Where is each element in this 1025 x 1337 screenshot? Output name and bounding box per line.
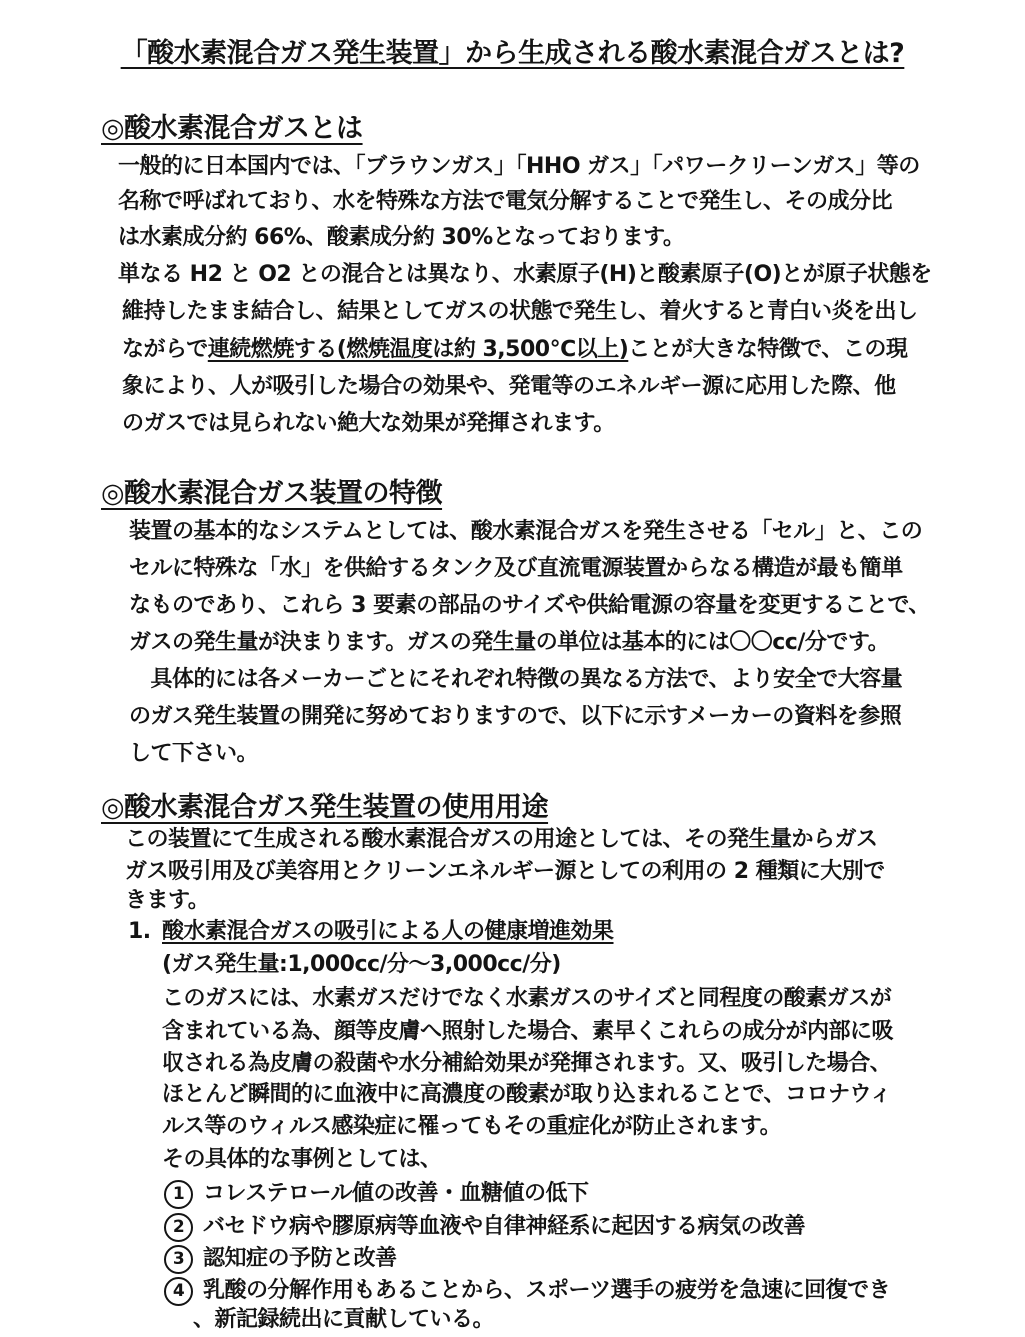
example-text: バセドウ病や膠原病等血液や自律神経系に起因する病気の改善 [203,1214,806,1239]
paragraph-line: 具体的には各メーカーごとにそれぞれ特徴の異なる方法で、より安全で大容量 [129,667,903,692]
example-text: コレステロール値の改善・血糖値の低下 [203,1181,589,1206]
underlined-highlight: 連続燃焼する(燃焼温度は約 3,500℃以上) [207,337,629,362]
paragraph-line: ほとんど瞬間的に血液中に高濃度の酸素が取り込まれることで、コロナウィ [162,1082,892,1107]
section-heading-about-gas: ◎酸水素混合ガスとは [101,113,363,144]
circled-number: 2 [164,1213,193,1242]
paragraph-line: ルス等のウィルス感染症に罹ってもその重症化が防止されます。 [162,1114,782,1139]
example-continuation: 、新記録続出に貢献している。 [193,1307,495,1332]
paragraph-line: のガス発生装置の開発に努めておりますので、以下に示すメーカーの資料を参照 [129,704,902,729]
paragraph-line: 名称で呼ばれており、水を特殊な方法で電気分解することで発生し、その成分比 [118,189,893,214]
example-text: 認知症の予防と改善 [203,1246,397,1271]
paragraph-line: なものであり、これら 3 要素の部品のサイズや供給電源の容量を変更することで、 [129,593,930,618]
paragraph-line [122,333,907,367]
section-heading-usage: ◎酸水素混合ガス発生装置の使用用途 [101,792,549,823]
paragraph-line: きます。 [125,888,210,913]
paragraph-line: この装置にて生成される酸水素混合ガスの用途としては、その発生量からガス [125,827,878,852]
circled-number: 3 [164,1245,193,1274]
example-item [164,1177,588,1211]
example-item [164,1242,397,1276]
paragraph-line: このガスには、水素ガスだけでなく水素ガスのサイズと同程度の酸素ガスが [162,986,892,1011]
example-item [164,1210,805,1244]
paragraph-line: して下さい。 [129,741,259,766]
paragraph-line: 装置の基本的なシステムとしては、酸水素混合ガスを発生させる「セル」と、この [129,519,923,544]
paragraph-line: (ガス発生量:1,000cc/分～3,000cc/分) [162,952,561,977]
paragraph-line: 含まれている為、顔等皮膚へ照射した場合、素早くこれらの成分が内部に吸 [162,1019,894,1044]
circled-number: 4 [164,1277,193,1306]
paragraph-line: セルに特殊な「水」を供給するタンク及び直流電源装置からなる構造が最も簡単 [129,556,903,581]
paragraph-line: 維持したまま結合し、結果としてガスの状態で発生し、着火すると青白い炎を出し [122,299,918,324]
list-title-text: 酸水素混合ガスの吸引による人の健康増進効果 [162,919,614,944]
paragraph-line: ガス吸引用及び美容用とクリーンエネルギー源としての利用の 2 種類に大別で [125,859,885,884]
paragraph-line: その具体的な事例としては、 [162,1147,442,1172]
paragraph-line: 象により、人が吸引した場合の効果や、発電等のエネルギー源に応用した際、他 [122,374,896,399]
paragraph-line: ガスの発生量が決まります。ガスの発生量の単位は基本的には〇〇cc/分です。 [129,630,890,655]
list-item-title [128,915,614,949]
paragraph-line: は水素成分約 66%、酸素成分約 30%となっております。 [118,225,685,250]
example-text: 乳酸の分解作用もあることから、スポーツ選手の疲労を急速に回復でき [203,1278,891,1303]
circled-number: 1 [164,1180,193,1209]
text-run: ことが大きな特徴で、この現 [628,337,908,362]
paragraph-line: 収される為皮膚の殺菌や水分補給効果が発揮されます。又、吸引した場合、 [162,1051,892,1076]
section-heading-device-features: ◎酸水素混合ガス装置の特徴 [101,478,443,509]
paragraph-line: のガスでは見られない絶大な効果が発揮されます。 [122,411,615,436]
paragraph-line: 一般的に日本国内では、「ブラウンガス」「HHO ガス」「パワークリーンガス」等の [118,154,920,179]
text-run: ながらで [122,337,208,362]
paragraph-line: 単なる H2 と O2 との混合とは異なり、水素原子(H)と酸素原子(O)とが原子状態を [118,262,932,287]
page-title: 「酸水素混合ガス発生装置」から生成される酸水素混合ガスとは? [120,38,905,69]
list-number: 1. [128,919,151,944]
